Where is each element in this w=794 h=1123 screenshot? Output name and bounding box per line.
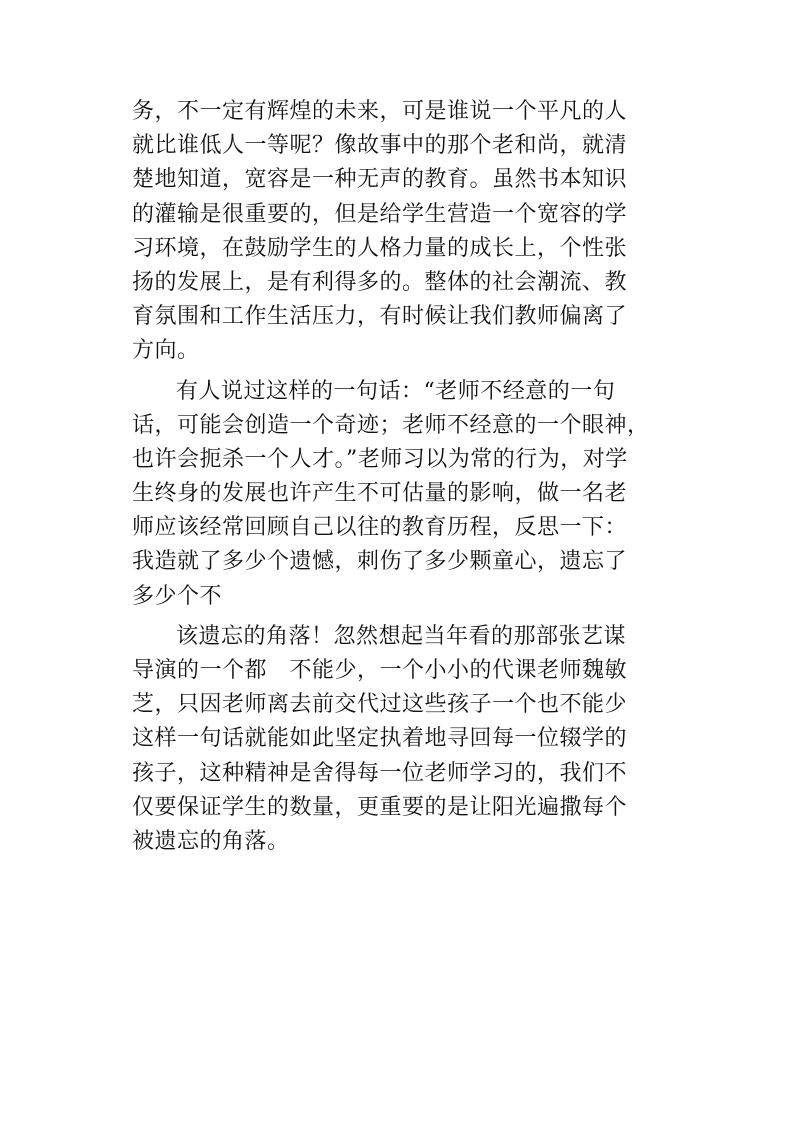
text-line: 就比谁低人一等呢？像故事中的那个老和尚，就清	[132, 133, 628, 159]
text-line: 的灌输是很重要的，但是给学生营造一个宽容的学	[132, 201, 628, 227]
text-line: 楚地知道，宽容是一种无声的教育。虽然书本知识	[132, 167, 628, 193]
text-line: 扬的发展上，是有利得多的。整体的社会潮流、教	[132, 269, 628, 295]
text-line: 仅要保证学生的数量，更重要的是让阳光遍撒每个	[132, 794, 628, 820]
paragraph-start-line: 该遗忘的角落！忽然想起当年看的那部张艺谋	[176, 623, 627, 649]
text-line: 被遗忘的角落。	[132, 828, 290, 854]
paragraph-start-line: 有人说过这样的一句话：“老师不经意的一句	[176, 378, 616, 404]
text-line: 导演的一个都 不能少，一个小小的代课老师魏敏	[132, 658, 628, 683]
text-line: 务，不一定有辉煌的未来，可是谁说一个平凡的人	[132, 99, 628, 124]
text-line: 也许会扼杀一个人才。”老师习以为常的行为，对学	[132, 446, 628, 472]
text-line: 多少个不	[132, 583, 223, 609]
text-line: 我造就了多少个遗憾，刺伤了多少颗童心，遗忘了	[132, 549, 628, 575]
text-line: 生终身的发展也许产生不可估量的影响，做一名老	[132, 481, 628, 507]
text-line: 孩子，这种精神是舍得每一位老师学习的，我们不	[132, 760, 628, 786]
text-line: 育氛围和工作生活压力，有时候让我们教师偏离了	[132, 304, 628, 330]
text-line: 方向。	[132, 338, 200, 364]
text-line: 芝，只因老师离去前交代过这些孩子一个也不能少	[132, 692, 628, 718]
text-line: 这样一句话就能如此坚定执着地寻回每一位辍学的	[132, 726, 628, 752]
text-line: 习环境，在鼓励学生的人格力量的成长上，个性张	[132, 235, 628, 261]
text-line: 师应该经常回顾自己以往的教育历程，反思一下：	[132, 515, 628, 541]
body-text	[132, 95, 667, 859]
text-line: 话，可能会创造一个奇迹；老师不经意的一个眼神，	[132, 412, 650, 438]
